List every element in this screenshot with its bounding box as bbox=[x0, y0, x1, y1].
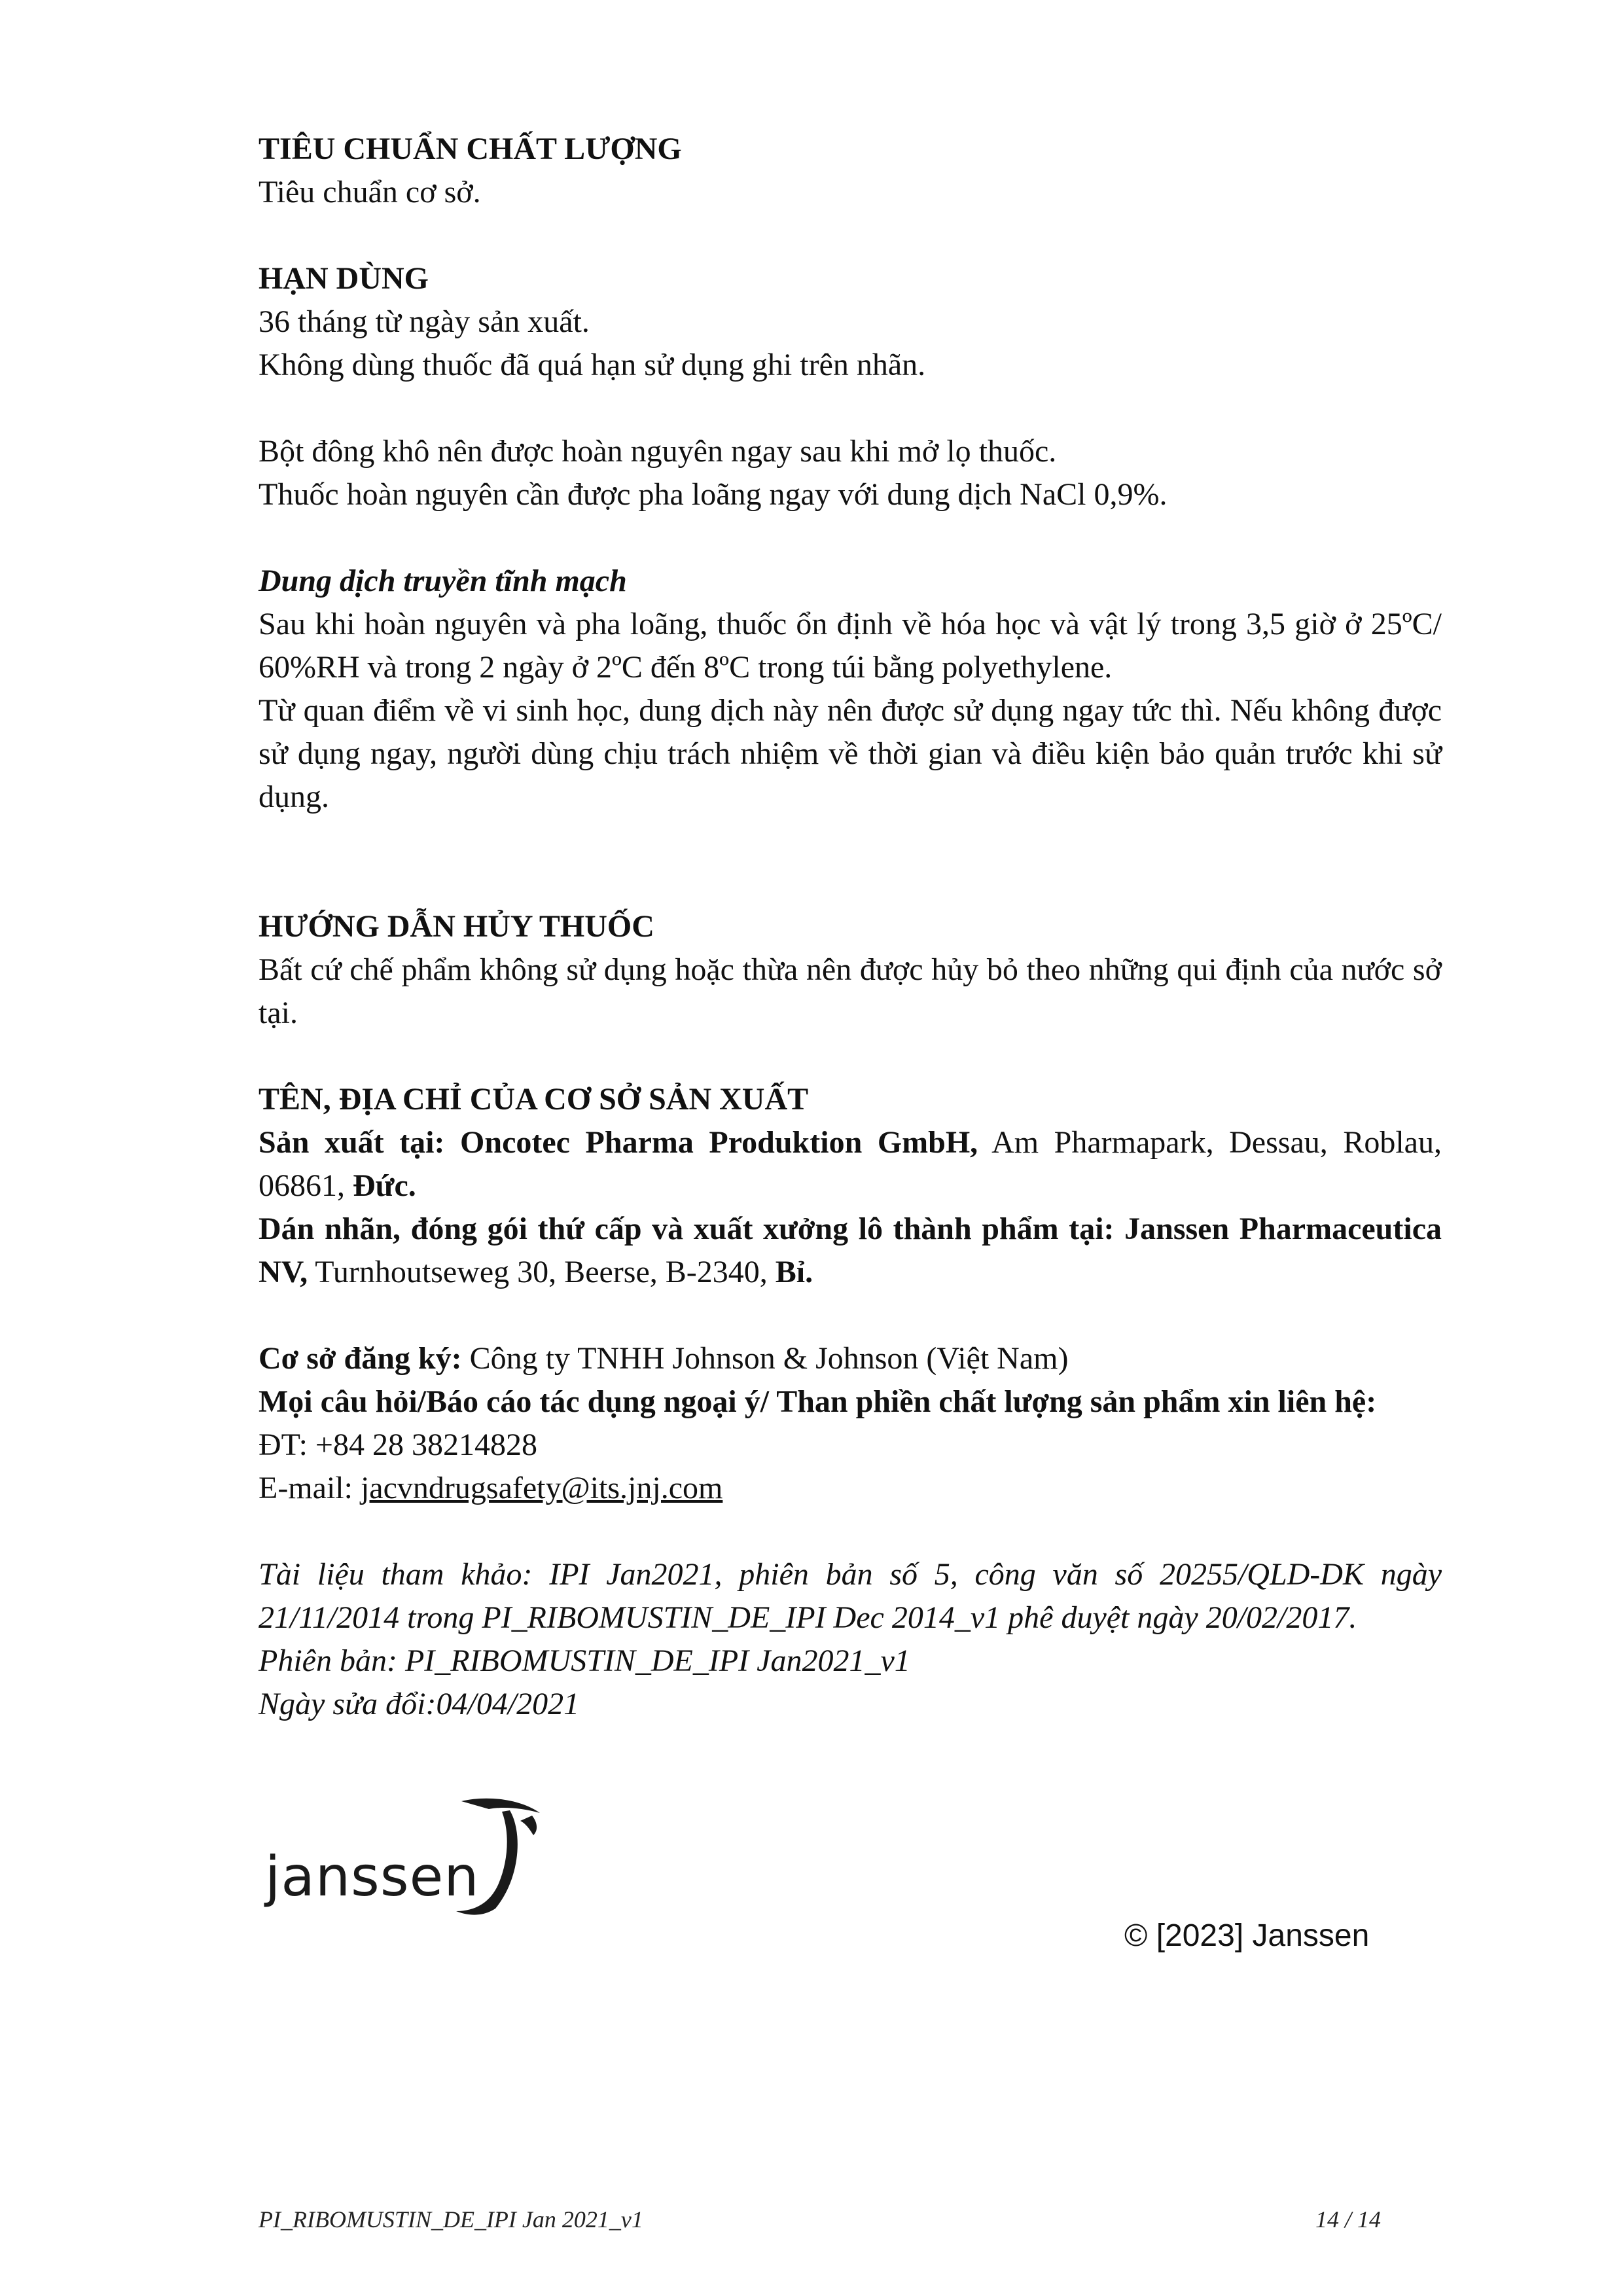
copyright-notice: © [2023] Janssen bbox=[1124, 1918, 1370, 1953]
revision-date: Ngày sửa đổi:04/04/2021 bbox=[259, 1687, 580, 1721]
email-link[interactable]: jacvndrugsafety@its.jnj.com bbox=[360, 1471, 723, 1505]
infusion-paragraph: Sau khi hoàn nguyên và pha loãng, thuốc ổn định về hóa học và vật lý trong 3,5 giờ ở 25ºC/ 60%RH và trong 2 ngày ở 2ºC đến 8ºC trong túi bằng polyethylene. bbox=[259, 607, 1442, 685]
infusion-paragraph: Từ quan điểm về vi sinh học, dung dịch này nên được sử dụng ngay tức thì. Nếu không được sử dụng ngay, người dùng chịu trách nhiệm về thời gian và điều kiện bảo quản trước khi sử dụng. bbox=[259, 693, 1442, 814]
email-label: E-mail: bbox=[259, 1471, 361, 1505]
quality-text: Tiêu chuẩn cơ sở. bbox=[259, 175, 481, 209]
version-text: Phiên bản: PI_RIBOMUSTIN_DE_IPI Jan2021_v1 bbox=[259, 1643, 910, 1678]
janssen-logo-text: janssen bbox=[265, 1844, 480, 1909]
made-at-address: Am Pharmapark, Dessau, Roblau, 06861, bbox=[259, 1125, 1442, 1203]
registrant-value: Công ty TNHH Johnson & Johnson (Việt Nam) bbox=[461, 1341, 1069, 1376]
registrant bbox=[259, 1337, 1442, 1380]
made-at-country: Đức. bbox=[353, 1168, 416, 1203]
packed-at-label: Dán nhãn, đóng gói thứ cấp và xuất xưởng lô thành phẩm tại: Janssen Pharmaceutica NV, bbox=[259, 1211, 1442, 1289]
janssen-mark-icon bbox=[450, 1793, 548, 1918]
contact-heading: Mọi câu hỏi/Báo cáo tác dụng ngoại ý/ Than phiền chất lượng sản phẩm xin liên hệ: bbox=[259, 1384, 1377, 1419]
packed-at-address: Turnhoutseweg 30, Beerse, B-2340, bbox=[308, 1255, 776, 1289]
manufacturer-made-at bbox=[259, 1121, 1442, 1208]
disposal-text: Bất cứ chế phẩm không sử dụng hoặc thừa nên được hủy bỏ theo những qui định của nước sở tại. bbox=[259, 952, 1442, 1030]
document-body bbox=[259, 128, 1442, 1726]
footer-doc-id: PI_RIBOMUSTIN_DE_IPI Jan 2021_v1 bbox=[259, 2206, 643, 2233]
infusion-heading: Dung dịch truyền tĩnh mạch bbox=[259, 564, 627, 598]
packed-at-country: Bỉ. bbox=[775, 1255, 813, 1289]
made-at-label: Sản xuất tại: Oncotec Pharma Produktion GmbH, bbox=[259, 1125, 978, 1160]
shelf-life-line: Bột đông khô nên được hoàn nguyên ngay sau khi mở lọ thuốc. bbox=[259, 434, 1057, 469]
shelf-life-line: 36 tháng từ ngày sản xuất. bbox=[259, 304, 590, 339]
manufacturer-packed-at bbox=[259, 1208, 1442, 1294]
quality-heading: TIÊU CHUẨN CHẤT LƯỢNG bbox=[259, 132, 682, 166]
disposal-heading: HƯỚNG DẪN HỦY THUỐC bbox=[259, 909, 654, 944]
contact-email bbox=[259, 1467, 1442, 1510]
shelf-life-line: Không dùng thuốc đã quá hạn sử dụng ghi trên nhãn. bbox=[259, 348, 926, 382]
footer-page-number: 14 / 14 bbox=[1315, 2206, 1382, 2233]
manufacturer-heading: TÊN, ĐỊA CHỈ CỦA CƠ SỞ SẢN XUẤT bbox=[259, 1082, 809, 1117]
contact-phone: ĐT: +84 28 38214828 bbox=[259, 1427, 537, 1462]
reference-text: Tài liệu tham khảo: IPI Jan2021, phiên bản số 5, công văn số 20255/QLD-DK ngày 21/11/2014 trong PI_RIBOMUSTIN_DE_IPI Dec 2014_v1 phê duyệt ngày 20/02/2017. bbox=[259, 1557, 1442, 1635]
janssen-logo bbox=[265, 1793, 546, 1918]
registrant-label: Cơ sở đăng ký: bbox=[259, 1341, 462, 1376]
shelf-life-line: Thuốc hoàn nguyên cần được pha loãng ngay với dung dịch NaCl 0,9%. bbox=[259, 477, 1168, 512]
shelf-life-heading: HẠN DÙNG bbox=[259, 261, 429, 296]
